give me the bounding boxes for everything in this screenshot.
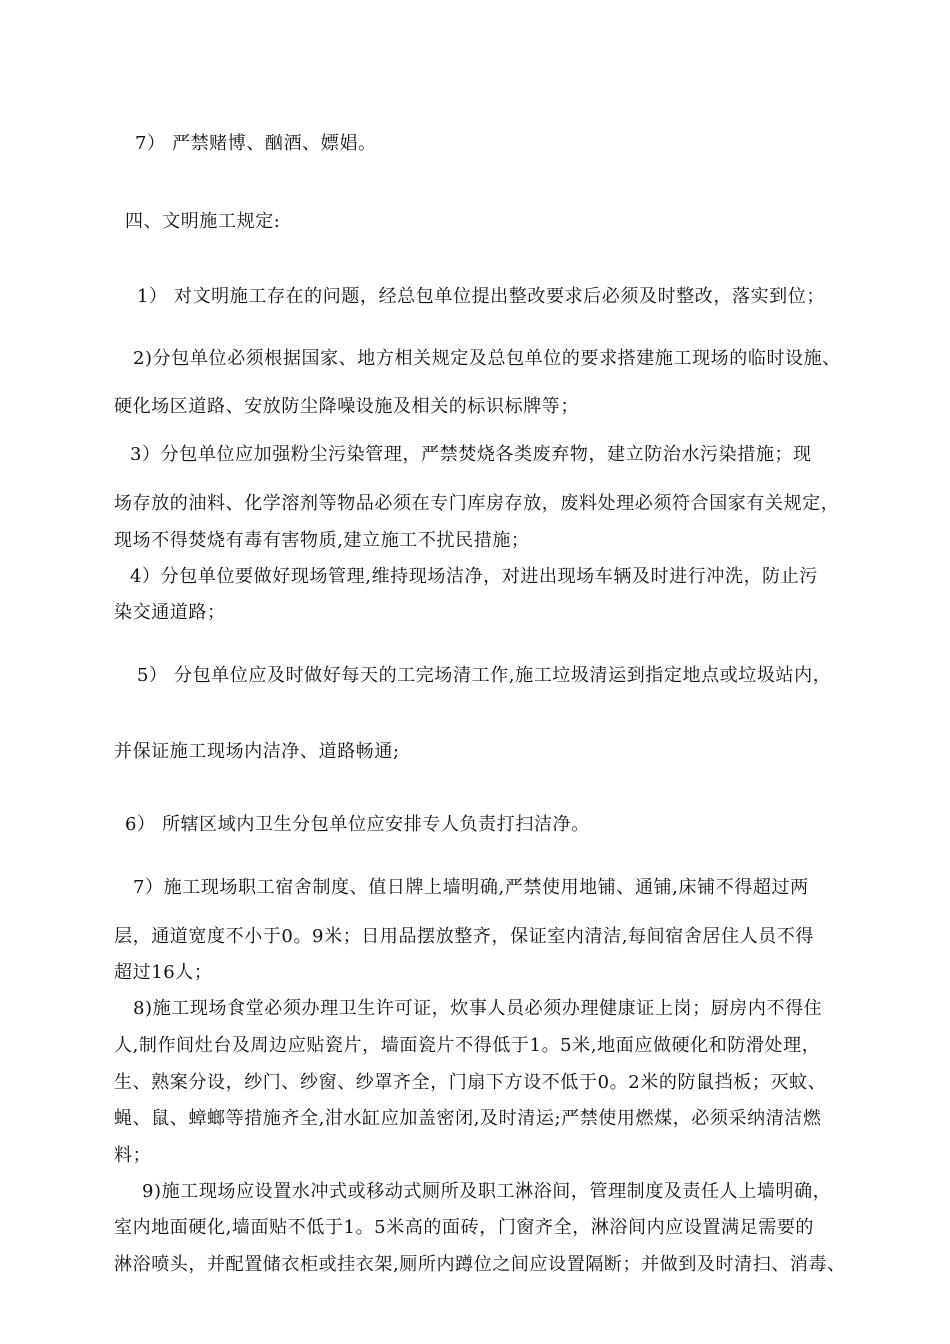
item-3-line-3: 现场不得焚烧有毒有害物质,建立施工不扰民措施； <box>114 530 530 551</box>
item-4-line-2: 染交通道路； <box>114 602 226 623</box>
item-5-line-2: 并保证施工现场内洁净、道路畅通; <box>114 741 400 762</box>
item-9-line-2: 室内地面硬化,墙面贴不低于1。5米高的面砖，门窗齐全，淋浴间内应设置满足需要的 <box>114 1217 815 1238</box>
item-8-line-1: 8)施工现场食堂必须办理卫生许可证，炊事人员必须办理健康证上岗；厨房内不得住 <box>133 998 823 1019</box>
item-7-line-3: 超过16人； <box>114 962 213 983</box>
item-8-line-4: 蝇、鼠、蟑螂等措施齐全,泔水缸应加盖密闭,及时清运;严禁使用燃煤，必须采纳清洁燃 <box>114 1108 822 1129</box>
item-9-line-3: 淋浴喷头，并配置储衣柜或挂衣架,厕所内蹲位之间应设置隔断；并做到及时清扫、消毒、 <box>114 1254 846 1275</box>
item-8-line-3: 生、熟案分设，纱门、纱窗、纱罩齐全，门扇下方设不低于0。2米的防鼠挡板；灭蚊、 <box>114 1072 827 1093</box>
item-8-line-2: 人,制作间灶台及周边应贴瓷片，墙面瓷片不得低于1。5米,地面应做硬化和防滑处理， <box>114 1035 821 1056</box>
item-2-line-2: 硬化场区道路、安放防尘降噪设施及相关的标识标牌等； <box>114 396 579 417</box>
item-2-line-1: 2)分包单位必须根据国家、地方相关规定及总包单位的要求搭建施工现场的临时设施、 <box>133 348 841 369</box>
item-8-line-5: 料； <box>114 1145 152 1166</box>
item-7-line-2: 层，通道宽度不小于0。9米；日用品摆放整齐，保证室内清洁,每间宿舍居住人员不得 <box>114 926 815 947</box>
item-7-gambling: 7） 严禁赌博、酗酒、嫖娼。 <box>135 133 377 154</box>
item-1-line-1: 1） 对文明施工存在的问题，经总包单位提出整改要求后必须及时整改，落实到位； <box>137 286 825 307</box>
item-7-line-1: 7）施工现场职工宿舍制度、值日牌上墙明确,严禁使用地铺、通铺,床铺不得超过两 <box>133 877 809 898</box>
item-3-line-1: 3）分包单位应加强粉尘污染管理，严禁焚烧各类废弃物，建立防治水污染措施；现 <box>130 444 812 465</box>
item-9-line-1: 9)施工现场应设置水冲式或移动式厕所及职工淋浴间，管理制度及责任人上墙明确， <box>142 1181 832 1202</box>
section-heading-civilized-construction: 四、文明施工规定: <box>125 211 281 232</box>
item-5-line-1: 5） 分包单位应及时做好每天的工完场清工作,施工垃圾清运到指定地点或垃圾站内， <box>137 665 832 686</box>
item-6: 6） 所辖区域内卫生分包单位应安排专人负责打扫洁净。 <box>125 814 590 835</box>
item-4-line-1: 4）分包单位要做好现场管理,维持现场洁净，对进出现场车辆及时进行冲洗，防止污 <box>130 566 818 587</box>
item-3-line-2: 场存放的油料、化学溶剂等物品必须在专门库房存放，废料处理必须符合国家有关规定， <box>114 493 840 514</box>
